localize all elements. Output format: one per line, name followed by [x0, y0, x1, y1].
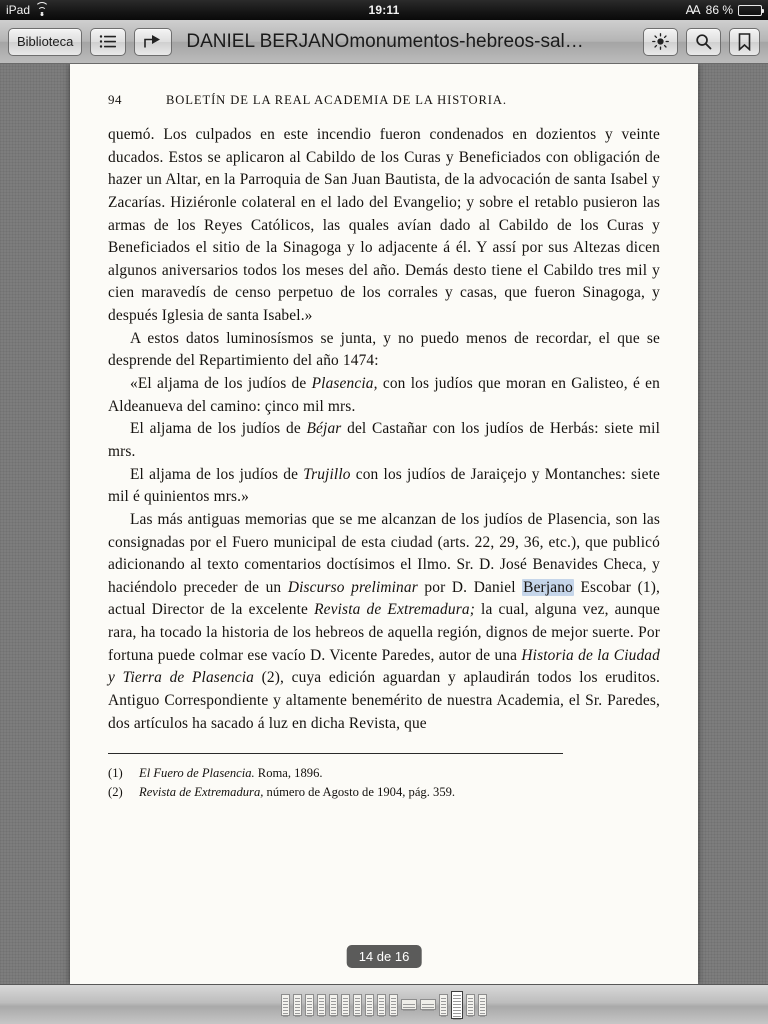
page-thumbnail-strip[interactable] [0, 984, 768, 1024]
thumbnail-lines [379, 997, 384, 1017]
emphasis-text: Trujillo [303, 465, 351, 483]
page-thumbnail[interactable] [281, 994, 290, 1016]
text-run: Escobar (1), actual Director de la excelente [108, 578, 660, 619]
thumbnail-lines [343, 997, 348, 1017]
ios-status-bar [0, 0, 768, 20]
book-page[interactable] [70, 64, 698, 984]
page-thumbnail[interactable] [329, 994, 338, 1016]
footnote-number: (2) [108, 785, 123, 800]
reader-toolbar [0, 20, 768, 64]
footnotes [96, 764, 672, 802]
text-run: A estos datos luminosísmos se junta, y no puedo menos de recordar, el que se desprende del Repartimiento del año 1474: [108, 329, 660, 370]
bookmark-button[interactable] [729, 28, 760, 56]
thumbnail-lines [367, 997, 372, 1017]
emphasis-text: Discurso preliminar [287, 578, 418, 596]
emphasis-text: Plasencia, [311, 375, 378, 393]
page-thumbnail[interactable] [451, 991, 463, 1019]
emphasis-text: El Fuero de Plasencia. [139, 766, 255, 781]
library-button-label: Biblioteca [17, 34, 74, 49]
page-viewport[interactable] [0, 64, 768, 984]
folio-number: 94 [108, 92, 122, 107]
thumbnail-lines [403, 1002, 415, 1011]
text-run: quemó. Los culpados en este incendio fueron condenados en dozientos y veinte ducados. Estos se aplicaron al Cabildo de los Curas y Beneficiados con obligación de hazer un Altar, en la Parroquia de San Juan Bautista, de la advocación de santa Isabel y Zacarías. Hiziéronle colateral en el lado del Evangelio; y sobre el retablo pusieron las armas de los Reyes Católicos, las quales avían dado al Cabildo de los Curas y Beneficiados el sitio de la Sinagoga y lo adjacente á él. Y assí por sus Altezas dicen algunos aniversarios todos los meses del año. Demás desto tiene el Cabildo tres mil y cien maravedís de censo perpetuo de los corrales y casas, que fueron Sinagoga, y después Iglesia de santa Isabel.» [108, 126, 660, 325]
body-paragraph [108, 418, 660, 463]
search-icon [695, 33, 712, 50]
page-thumbnail[interactable] [377, 994, 386, 1016]
page-thumbnail[interactable] [341, 994, 350, 1016]
page-thumbnail[interactable] [353, 994, 362, 1016]
page-thumbnail[interactable] [478, 994, 487, 1016]
battery-icon [738, 5, 762, 16]
share-button[interactable] [134, 28, 172, 56]
text-run: con los judíos que moran en Galisteo, é en Aldeanueva del camino: çinco mil mrs. [108, 375, 660, 415]
text-run: «El aljama de los judíos de [130, 375, 312, 393]
footnote [108, 764, 660, 783]
table-of-contents-button[interactable] [90, 28, 126, 56]
page-thumbnail[interactable] [365, 994, 374, 1016]
footnote-text [139, 764, 323, 783]
emphasis-text: Revista de Extremadura, [139, 785, 264, 800]
text-run: la cual, alguna vez, aunque rara, ha tocado la historia de los hebreos de aquella región, dignos de mejor suerte. Por fortuna puede colmar ese vacío D. Vicente Paredes, autor de una [108, 601, 660, 664]
page-indicator: 14 de 16 [347, 945, 422, 968]
text-run: por D. Daniel [417, 578, 523, 596]
body-paragraph [108, 509, 660, 735]
status-bar-right [686, 3, 762, 17]
text-run: número de Agosto de 1904, pág. 359. [263, 785, 456, 800]
text-run: El aljama de los judíos de [130, 465, 304, 483]
battery-percent-label: 86 % [705, 3, 733, 17]
search-button[interactable] [686, 28, 721, 56]
thumbnail-lines [468, 997, 473, 1017]
page-thumbnail[interactable] [305, 994, 314, 1016]
brightness-button[interactable] [643, 28, 678, 56]
footnote [108, 783, 660, 802]
thumbnail-lines [331, 997, 336, 1017]
wifi-icon [35, 5, 49, 16]
status-bar-clock: 19:11 [368, 3, 400, 17]
table-of-contents-icon [99, 35, 117, 48]
brightness-icon [652, 33, 669, 50]
library-button[interactable] [8, 28, 82, 56]
search-highlight: Berjano [523, 578, 573, 596]
body-paragraph [108, 328, 660, 373]
thumbnail-lines [480, 997, 485, 1017]
toolbar-right-group [643, 28, 760, 56]
bluetooth-icon: Ꜳ [685, 3, 701, 17]
running-head [96, 92, 672, 108]
text-run: Roma, 1896. [254, 766, 323, 781]
thumbnail-lines [283, 997, 288, 1017]
body-paragraph [108, 373, 660, 418]
body-paragraph [108, 464, 660, 509]
emphasis-text: Béjar [306, 420, 342, 438]
share-icon [143, 34, 163, 49]
footnote-text [139, 783, 455, 802]
text-run: El aljama de los judíos de [130, 420, 307, 438]
emphasis-text: Historia de la Ciudad y Tierra de Plasencia [108, 646, 660, 687]
status-bar-left [6, 3, 49, 17]
thumbnail-lines [355, 997, 360, 1017]
text-run: (2), cuya edición aguardan y aplaudirán todos los eruditos. Antiguo Correspondiente y altamente benemérito de nuestra Academia, el Sr. Paredes, dos artículos ha sacado á luz en dicha Revista, que [108, 669, 660, 732]
page-thumbnail[interactable] [439, 994, 448, 1016]
thumbnail-lines [295, 997, 300, 1017]
page-thumbnail[interactable] [401, 999, 417, 1010]
emphasis-text: Revista de Extremadura; [314, 601, 475, 619]
body-paragraph [108, 124, 660, 328]
thumbnail-lines [307, 997, 312, 1017]
text-run: del Castañar con los judíos de Herbás: siete mil mrs. [108, 420, 660, 460]
page-thumbnail[interactable] [466, 994, 475, 1016]
body-text [96, 124, 672, 735]
text-run: Las más antiguas memorias que se me alcanzan de los judíos de Plasencia, son las consignadas por el Fuero municipal de esta ciudad (arts. 22, 29, 36, etc.), que publicó adicionando al texto comentarios doctísimos el Ilmo. Sr. D. José Benavides Checa, y haciéndolo preceder de un [108, 510, 660, 596]
thumbnail-lines [391, 997, 396, 1017]
running-head-title: BOLETÍN DE LA REAL ACADEMIA DE LA HISTORIA. [166, 93, 507, 107]
thumbnail-lines [422, 1002, 434, 1011]
footnote-rule [108, 753, 563, 754]
page-thumbnail[interactable] [420, 999, 436, 1010]
page-content [70, 92, 698, 802]
thumbnail-lines [319, 997, 324, 1017]
thumbnail-lines [453, 994, 461, 1020]
page-title: DANIEL BERJANOmonumentos-hebreos-sal… [186, 30, 584, 52]
footnote-number: (1) [108, 766, 123, 781]
page-thumbnail[interactable] [317, 994, 326, 1016]
page-thumbnail[interactable] [293, 994, 302, 1016]
bookmark-icon [738, 33, 751, 51]
thumbnail-lines [441, 997, 446, 1017]
text-run: con los judíos de Jaraiçejo y Montanches: siete mil é quinientos mrs.» [108, 465, 660, 506]
device-name-label: iPad [6, 3, 31, 17]
page-thumbnail[interactable] [389, 994, 398, 1016]
